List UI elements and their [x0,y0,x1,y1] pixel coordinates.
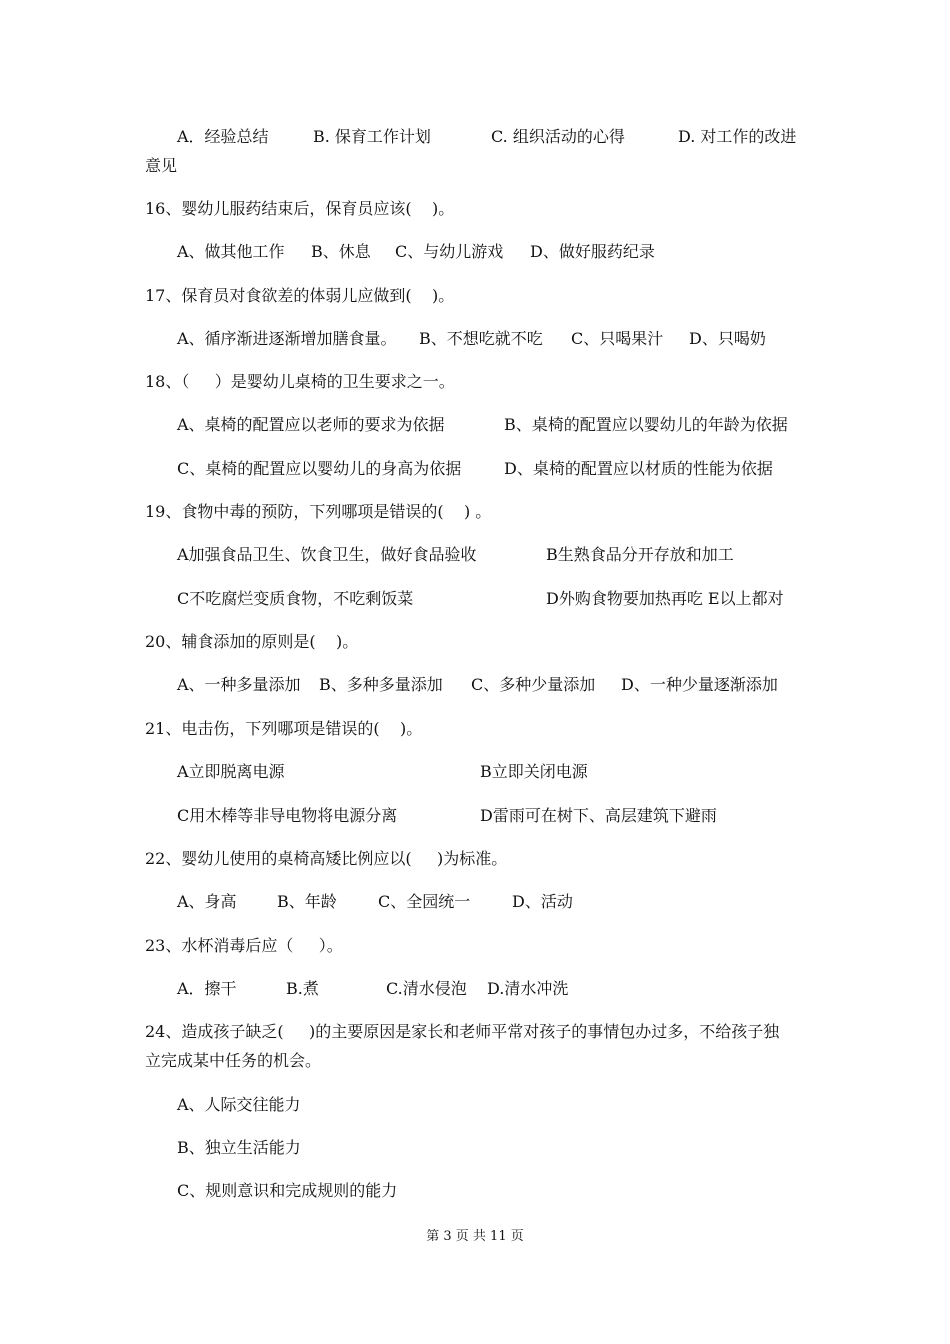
option: D. 对工作的改进 [678,127,797,146]
option: C、桌椅的配置应以婴幼儿的身高为依据 [177,459,462,478]
option: B、休息 [311,242,371,261]
option: C. 组织活动的心得 [491,127,625,146]
option: A加强食品卫生、饮食卫生，做好食品验收 [177,545,477,564]
option: A、身高 [177,892,237,911]
option: B. 保育工作计划 [313,127,431,146]
option: A、做其他工作 [177,242,285,261]
question-stem: 21、电击伤，下列哪项是错误的( )。 [145,719,423,738]
option: D、只喝奶 [689,329,766,348]
question-stem-wrap: 立完成某中任务的机会。 [145,1051,322,1070]
page-number-footer: 第 3 页 共 11 页 [426,1229,524,1244]
option: A．经验总结 [177,127,269,146]
question-stem: 19、食物中毒的预防，下列哪项是错误的( ) 。 [145,502,492,521]
option: A、一种多量添加 [177,675,301,694]
option: A、人际交往能力 [177,1095,301,1114]
question-stem: 20、辅食添加的原则是( )。 [145,632,359,651]
question-stem: 17、保育员对食欲差的体弱儿应做到( )。 [145,286,455,305]
question-stem: 18、（ ）是婴幼儿桌椅的卫生要求之一。 [145,372,455,391]
option: B、独立生活能力 [177,1138,301,1157]
option: C、全园统一 [378,892,471,911]
option: B生熟食品分开存放和加工 [546,545,734,564]
question-stem: 24、造成孩子缺乏( )的主要原因是家长和老师平常对孩子的事情包办过多，不给孩子独 [145,1022,780,1041]
option: C、多种少量添加 [471,675,596,694]
option: D雷雨可在树下、高层建筑下避雨 [480,806,717,825]
option: A、桌椅的配置应以老师的要求为依据 [177,415,445,434]
option: B、年龄 [277,892,337,911]
question-stem: 22、婴幼儿使用的桌椅高矮比例应以( )为标准。 [145,849,508,868]
option: A立即脱离电源 [177,762,285,781]
option: B.煮 [286,979,319,998]
option: C、规则意识和完成规则的能力 [177,1181,398,1200]
option: D、一种少量逐渐添加 [621,675,778,694]
option: C.清水侵泡 [386,979,467,998]
option: D.清水冲洗 [487,979,569,998]
option: A、循序渐进逐渐增加膳食量。 [177,329,397,348]
option: D、桌椅的配置应以材质的性能为依据 [504,459,773,478]
option: D、活动 [512,892,573,911]
option: B、桌椅的配置应以婴幼儿的年龄为依据 [504,415,788,434]
question-stem: 23、水杯消毒后应（ ）。 [145,936,343,955]
option: C不吃腐烂变质食物，不吃剩饭菜 [177,589,414,608]
option: C、只喝果汁 [571,329,664,348]
option: C、与幼儿游戏 [395,242,504,261]
option: A．擦干 [177,979,237,998]
option: D外购食物要加热再吃 E以上都对 [546,589,784,608]
option: D、做好服药纪录 [530,242,655,261]
option: C用木棒等非导电物将电源分离 [177,806,398,825]
option: B、多种多量添加 [319,675,443,694]
option: B立即关闭电源 [480,762,588,781]
option: B、不想吃就不吃 [419,329,543,348]
option-wrap: 意见 [145,156,178,175]
question-stem: 16、婴幼儿服药结束后，保育员应该( )。 [145,199,455,218]
